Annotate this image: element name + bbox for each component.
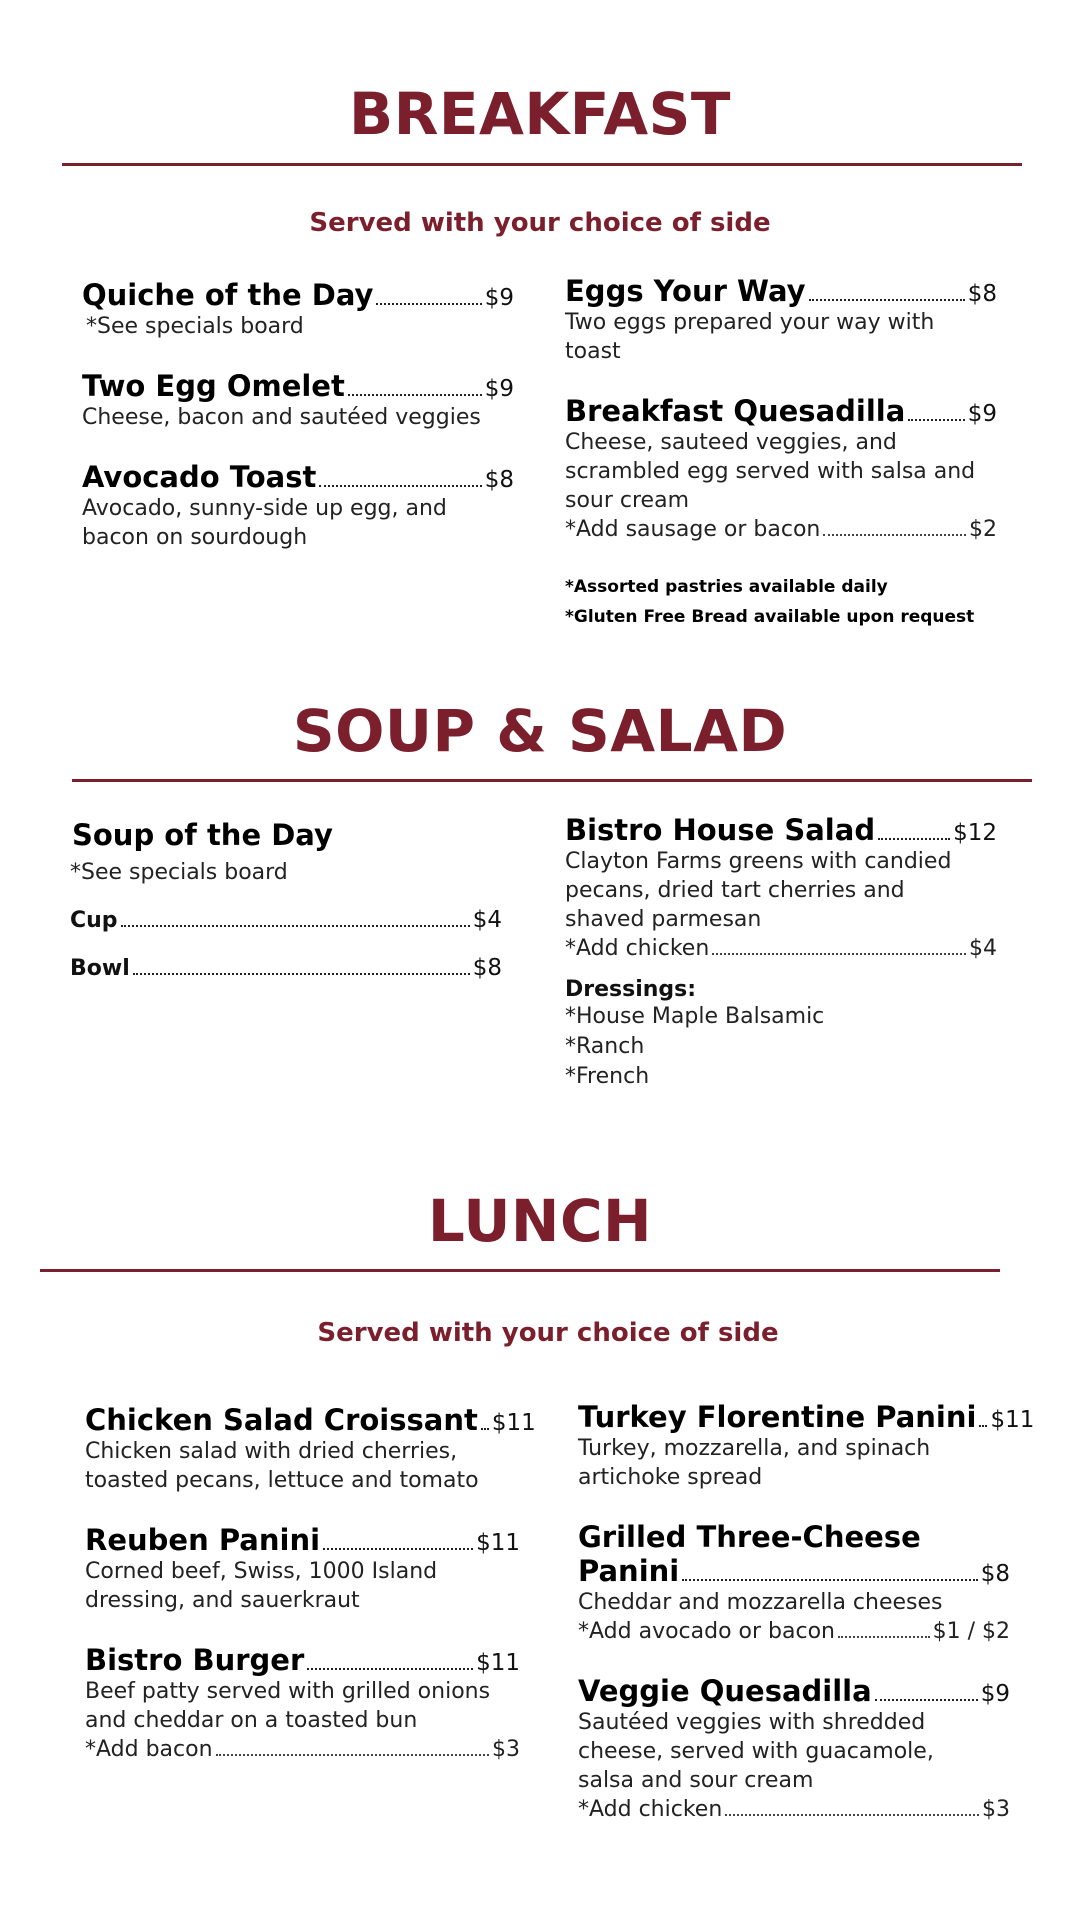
item-name: Quiche of the Day	[82, 278, 374, 312]
leader-dots	[376, 303, 481, 305]
item-name: Panini	[578, 1554, 680, 1588]
leader-dots	[908, 419, 964, 421]
item-desc: Avocado, sunny-side up egg, and bacon on sourdough	[82, 496, 447, 550]
item-name: Veggie Quesadilla	[578, 1674, 872, 1708]
item-name: Two Egg Omelet	[82, 369, 345, 403]
breakfast-divider	[62, 163, 1022, 166]
lunch-right-column	[578, 1400, 1035, 1852]
leader-dots	[323, 1548, 473, 1550]
addon-price: $4	[969, 936, 997, 961]
note-gluten-free: *Gluten Free Bread available upon request	[565, 607, 975, 627]
menu-item-omelet	[82, 369, 514, 432]
addon-price: $3	[982, 1797, 1010, 1822]
leader-dots	[682, 1579, 978, 1581]
breakfast-title: BREAKFAST	[348, 80, 731, 148]
menu-item-turkey-florentine-panini	[578, 1400, 1035, 1492]
menu-item-veggie-quesadilla	[578, 1674, 1010, 1824]
menu-item-reuben-panini	[85, 1523, 520, 1615]
bowl-label: Bowl	[70, 956, 130, 981]
item-name: Turkey Florentine Panini	[578, 1400, 977, 1434]
soup-bowl-row	[70, 955, 502, 981]
soup-salad-title: SOUP & SALAD	[292, 697, 788, 765]
leader-dots	[809, 299, 965, 301]
item-price: $9	[967, 401, 997, 427]
dressing-item: *Ranch	[565, 1034, 645, 1059]
item-desc: Corned beef, Swiss, 1000 Island dressing, and sauerkraut	[85, 1559, 438, 1613]
item-name: Bistro House Salad	[565, 813, 876, 847]
addon-label: *Add sausage or bacon	[565, 517, 821, 542]
item-desc: *See specials board	[86, 314, 304, 339]
item-desc: Clayton Farms greens with candied pecans, dried tart cherries and shaved parmesan	[565, 849, 952, 932]
leader-dots	[319, 485, 481, 487]
item-price: $8	[967, 281, 997, 307]
item-name: Breakfast Quesadilla	[565, 394, 906, 428]
item-price: $9	[980, 1681, 1010, 1707]
dressing-item: *House Maple Balsamic	[565, 1004, 825, 1029]
item-addon	[565, 515, 997, 544]
addon-label: *Add avocado or bacon	[578, 1619, 835, 1644]
item-name: Eggs Your Way	[565, 274, 806, 308]
lunch-divider	[40, 1269, 1000, 1272]
soup-salad-divider	[72, 779, 1032, 782]
item-price: $11	[476, 1530, 520, 1556]
soup-name: Soup of the Day	[72, 818, 333, 852]
item-addon	[85, 1735, 520, 1764]
item-price: $11	[990, 1407, 1035, 1433]
item-name-line1: Grilled Three-Cheese	[578, 1520, 921, 1554]
addon-label: *Add chicken	[578, 1797, 723, 1822]
note-pastries: *Assorted pastries available daily	[565, 577, 888, 597]
item-desc: Beef patty served with grilled onions and cheddar on a toasted bun	[85, 1679, 491, 1733]
addon-label: *Add chicken	[565, 936, 710, 961]
soup-desc: *See specials board	[70, 860, 288, 885]
bowl-price: $8	[472, 955, 502, 981]
item-desc: Turkey, mozzarella, and spinach artichoke spread	[578, 1436, 931, 1490]
item-addon	[578, 1617, 1010, 1646]
menu-item-eggs-your-way	[565, 274, 997, 366]
menu-item-bistro-burger	[85, 1643, 520, 1764]
item-addon	[565, 934, 997, 963]
item-name: Chicken Salad Croissant	[85, 1403, 478, 1437]
leader-dots	[121, 925, 470, 927]
item-price: $11	[476, 1650, 520, 1676]
menu-item-house-salad	[565, 813, 997, 963]
dressing-item: *French	[565, 1064, 650, 1089]
item-price: $8	[980, 1561, 1010, 1587]
breakfast-right-column	[565, 274, 997, 632]
breakfast-notes	[565, 572, 997, 632]
item-desc: Sautéed veggies with shredded cheese, served with guacamole, salsa and sour cream	[578, 1710, 934, 1793]
item-price: $12	[953, 820, 997, 846]
item-desc: Cheese, bacon and sautéed veggies	[82, 405, 481, 430]
menu-item-grilled-three-cheese-panini	[578, 1520, 1010, 1646]
item-desc: Cheddar and mozzarella cheeses	[578, 1590, 943, 1615]
item-name: Reuben Panini	[85, 1523, 321, 1557]
menu-item-breakfast-quesadilla	[565, 394, 997, 544]
soup-column	[70, 818, 502, 981]
item-price: $9	[484, 285, 514, 311]
leader-dots	[348, 394, 482, 396]
addon-price: $3	[492, 1737, 520, 1762]
lunch-title: LUNCH	[427, 1187, 653, 1255]
lunch-subtitle: Served with your choice of side	[317, 1318, 779, 1348]
menu-item-quiche	[82, 278, 514, 341]
leader-dots	[823, 534, 966, 536]
leader-dots	[216, 1754, 489, 1756]
item-desc: Chicken salad with dried cherries, toasted pecans, lettuce and tomato	[85, 1439, 479, 1493]
leader-dots	[481, 1428, 489, 1430]
lunch-left-column	[85, 1403, 536, 1792]
leader-dots	[133, 973, 470, 975]
leader-dots	[979, 1425, 987, 1427]
item-addon	[578, 1795, 1010, 1824]
leader-dots	[725, 1814, 979, 1816]
soup-cup-row	[70, 907, 502, 933]
menu-item-chicken-salad-croissant	[85, 1403, 536, 1495]
item-price: $8	[484, 467, 514, 493]
item-name: Avocado Toast	[82, 460, 317, 494]
item-price: $9	[484, 376, 514, 402]
item-desc: Two eggs prepared your way with toast	[565, 310, 935, 364]
leader-dots	[838, 1636, 930, 1638]
cup-price: $4	[472, 907, 502, 933]
addon-price: $1 / $2	[932, 1619, 1010, 1644]
menu-item-avocado-toast	[82, 460, 514, 552]
salad-column	[565, 813, 997, 1092]
addon-price: $2	[969, 517, 997, 542]
leader-dots	[307, 1668, 473, 1670]
dressings-title: Dressings:	[565, 977, 697, 1002]
item-price: $11	[491, 1410, 536, 1436]
leader-dots	[878, 838, 950, 840]
cup-label: Cup	[70, 908, 118, 933]
leader-dots	[712, 953, 966, 955]
addon-label: *Add bacon	[85, 1737, 213, 1762]
breakfast-subtitle: Served with your choice of side	[309, 208, 771, 238]
leader-dots	[875, 1699, 978, 1701]
item-desc: Cheese, sauteed veggies, and scrambled egg served with salsa and sour cream	[565, 430, 976, 513]
item-name: Bistro Burger	[85, 1643, 305, 1677]
breakfast-left-column	[82, 278, 514, 580]
